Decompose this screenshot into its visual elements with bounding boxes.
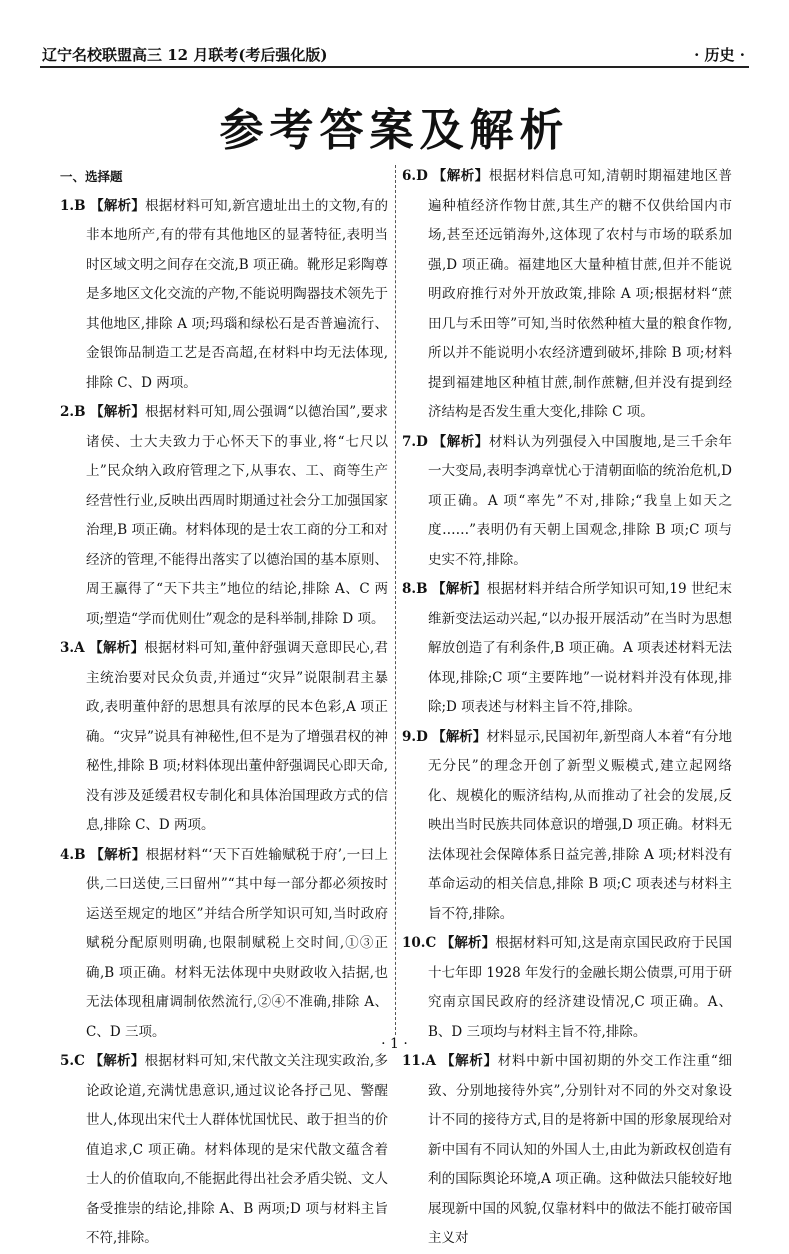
answer-text: 材料中新中国初期的外交工作注重“细致、分别地接待外宾”,分别针对不同的外交对象设计不同的接待方式,目的是将新中国的形象展现给对新中国有不同认知的外国人士,由此为新政权创造有利的国际舆论环境,A 项正确。这种做法只能较好地展现新中国的风貌,仅靠材料中的做法不能打破帝国主义对 bbox=[428, 1053, 732, 1246]
analysis-tag: 【解析】 bbox=[432, 168, 489, 184]
answer-text: 根据材料可知,周公强调“以德治国”,要求诸侯、士大夫致力于心怀天下的事业,将“七尺以上”民众纳入政府管理之下,从事农、工、商等生产经营性行业,反映出西周时期通过社会分工加强国家治理,B 项正确。材料体现的是士农工商的分工和对经济的管理,不能得出落实了以德治国的基本原则、周王赢得了“天下共主”地位的结论,排除 A、C 两项;塑造“学而优则仕”观念的是科举制,排除 D 项。 bbox=[86, 404, 389, 627]
answer-item-3 bbox=[60, 634, 388, 841]
analysis-tag: 【解析】 bbox=[432, 728, 487, 745]
answer-number: 9.D bbox=[402, 728, 428, 745]
analysis-tag: 【解析】 bbox=[90, 197, 146, 214]
answer-item-10 bbox=[402, 929, 732, 1047]
answer-text: 根据材料可知,这是南京国民政府于民国十七年即 1928 年发行的金融长期公债票,可用于研究南京国民政府的经济建设情况,C 项正确。A、B、D 三项均与材料主旨不符,排除。 bbox=[428, 935, 733, 1040]
answer-number: 7.D bbox=[402, 433, 428, 450]
answer-text: 根据材料可知,新宫遗址出土的文物,有的非本地所产,有的带有其他地区的显著特征,表明当时区域文明之间存在交流,B 项正确。靴形足彩陶尊是多地区文化交流的产物,不能说明陶器技术领先于其他地区,排除 A 项;玛瑙和绿松石是否普遍流行、金银饰品制造工艺是否高超,在材料中均无法体现,排除 C、D 两项。 bbox=[86, 197, 389, 391]
answer-number: 8.B bbox=[402, 581, 428, 597]
running-header bbox=[40, 40, 749, 68]
subject-label: · 历史 · bbox=[694, 46, 745, 64]
analysis-tag: 【解析】 bbox=[440, 1053, 498, 1069]
answer-number: 10.C bbox=[402, 935, 437, 951]
section-title: 一、选择题 bbox=[60, 169, 123, 184]
analysis-tag: 【解析】 bbox=[90, 846, 146, 863]
analysis-tag: 【解析】 bbox=[90, 404, 146, 420]
right-column bbox=[402, 162, 732, 1254]
answer-item-6 bbox=[402, 162, 732, 428]
exam-name: 辽宁名校联盟高三 12 月联考(考后强化版) bbox=[42, 46, 328, 64]
answer-number: 3.A bbox=[60, 640, 85, 656]
answer-item-8 bbox=[402, 575, 732, 723]
page-title: 参考答案及解析 bbox=[219, 105, 570, 156]
answer-item-11 bbox=[402, 1047, 732, 1254]
answer-item-1 bbox=[60, 192, 388, 399]
column-divider bbox=[395, 165, 396, 1035]
answer-number: 1.B bbox=[60, 197, 86, 214]
answer-text: 材料认为列强侵入中国腹地,是三千余年一大变局,表明李鸿章忧心于清朝面临的统治危机,D 项正确。A 项“率先”不对,排除;“我皇上如天之度……”表明仍有天朝上国观念,排除 B 项;C 项与史实不符,排除。 bbox=[428, 433, 732, 568]
analysis-tag: 【解析】 bbox=[440, 935, 496, 951]
left-column bbox=[60, 162, 388, 1254]
answer-number: 4.B bbox=[60, 846, 86, 863]
answer-text: 根据材料可知,董仲舒强调天意即民心,君主统治要对民众负责,并通过“灾异”说限制君主暴政,表明董仲舒的思想具有浓厚的民本色彩,A 项正确。“灾异”说具有神秘性,但不是为了增强君权的神秘性,排除 B 项;材料体现出董仲舒强调民心即天命,没有涉及延缓君权专制化和具体治国理政方式的信息,排除 C、D 两项。 bbox=[86, 640, 389, 833]
page-number: · 1 · bbox=[381, 1036, 408, 1052]
answer-item-2 bbox=[60, 398, 388, 634]
answer-number: 6.D bbox=[402, 168, 428, 184]
analysis-tag: 【解析】 bbox=[89, 1053, 145, 1069]
answer-number: 11.A bbox=[402, 1053, 436, 1069]
answer-number: 2.B bbox=[60, 404, 86, 420]
answer-text: 根据材料信息可知,清朝时期福建地区普遍种植经济作物甘蔗,其生产的糖不仅供给国内市场,甚至还远销海外,这体现了农村与市场的联系加强,D 项正确。福建地区大量种植甘蔗,但并不能说明政府推行对外开放政策,排除 A 项;根据材料“蔗田几与禾田等”可知,当时依然种植大量的粮食作物,所以并不能说明小农经济遭到破坏,排除 B 项;材料提到福建地区种植甘蔗,制作蔗糖,但并没有提到经济结构是否发生重大变化,排除 C 项。 bbox=[428, 168, 732, 420]
analysis-tag: 【解析】 bbox=[432, 581, 487, 597]
answer-item-7 bbox=[402, 428, 732, 576]
analysis-tag: 【解析】 bbox=[432, 433, 489, 450]
answer-text: 根据材料可知,宋代散文关注现实政治,多论政论道,充满忧患意识,通过议论各抒己见、警醒世人,体现出宋代士人群体忧国忧民、敢于担当的价值追求,C 项正确。材料体现的是宋代散文蕴含着士人的价值取向,不能据此得出社会矛盾尖锐、文人备受推崇的结论,排除 A、B 两项;D 项与材料主旨不符,排除。 bbox=[86, 1053, 389, 1246]
answer-text: 根据材料并结合所学知识可知,19 世纪末维新变法运动兴起,“以办报开展活动”在当时为思想解放创造了有利条件,B 项正确。A 项表述材料无法体现,排除;C 项“主要阵地”一说材料并没有体现,排除;D 项表述与材料主旨不符,排除。 bbox=[428, 581, 733, 715]
answer-number: 5.C bbox=[60, 1053, 85, 1069]
analysis-tag: 【解析】 bbox=[89, 640, 145, 656]
answer-item-5 bbox=[60, 1047, 388, 1254]
answer-text: 材料显示,民国初年,新型商人本着“有分地无分民”的理念开创了新型义赈模式,建立起网络化、规模化的赈济结构,从而推动了社会的发展,反映出当时民族共同体意识的增强,D 项正确。材料无法体现社会保障体系日益完善,排除 A 项;材料没有革命运动的相关信息,排除 B 项;C 项表述与材料主旨不符,排除。 bbox=[428, 728, 733, 922]
answer-item-4 bbox=[60, 841, 388, 1048]
answer-item-9 bbox=[402, 723, 732, 930]
answer-text: 根据材料“‘天下百姓输赋税于府’,一曰上供,二曰送使,三曰留州”“其中每一部分都必须按时运送至规定的地区”并结合所学知识可知,当时政府赋税分配原则明确,也限制赋税上交时间,①③正确,B 项正确。材料无法体现中央财政收入拮据,也无法体现租庸调制依然流行,②④不准确,排除 A、C、D 三项。 bbox=[86, 846, 389, 1040]
